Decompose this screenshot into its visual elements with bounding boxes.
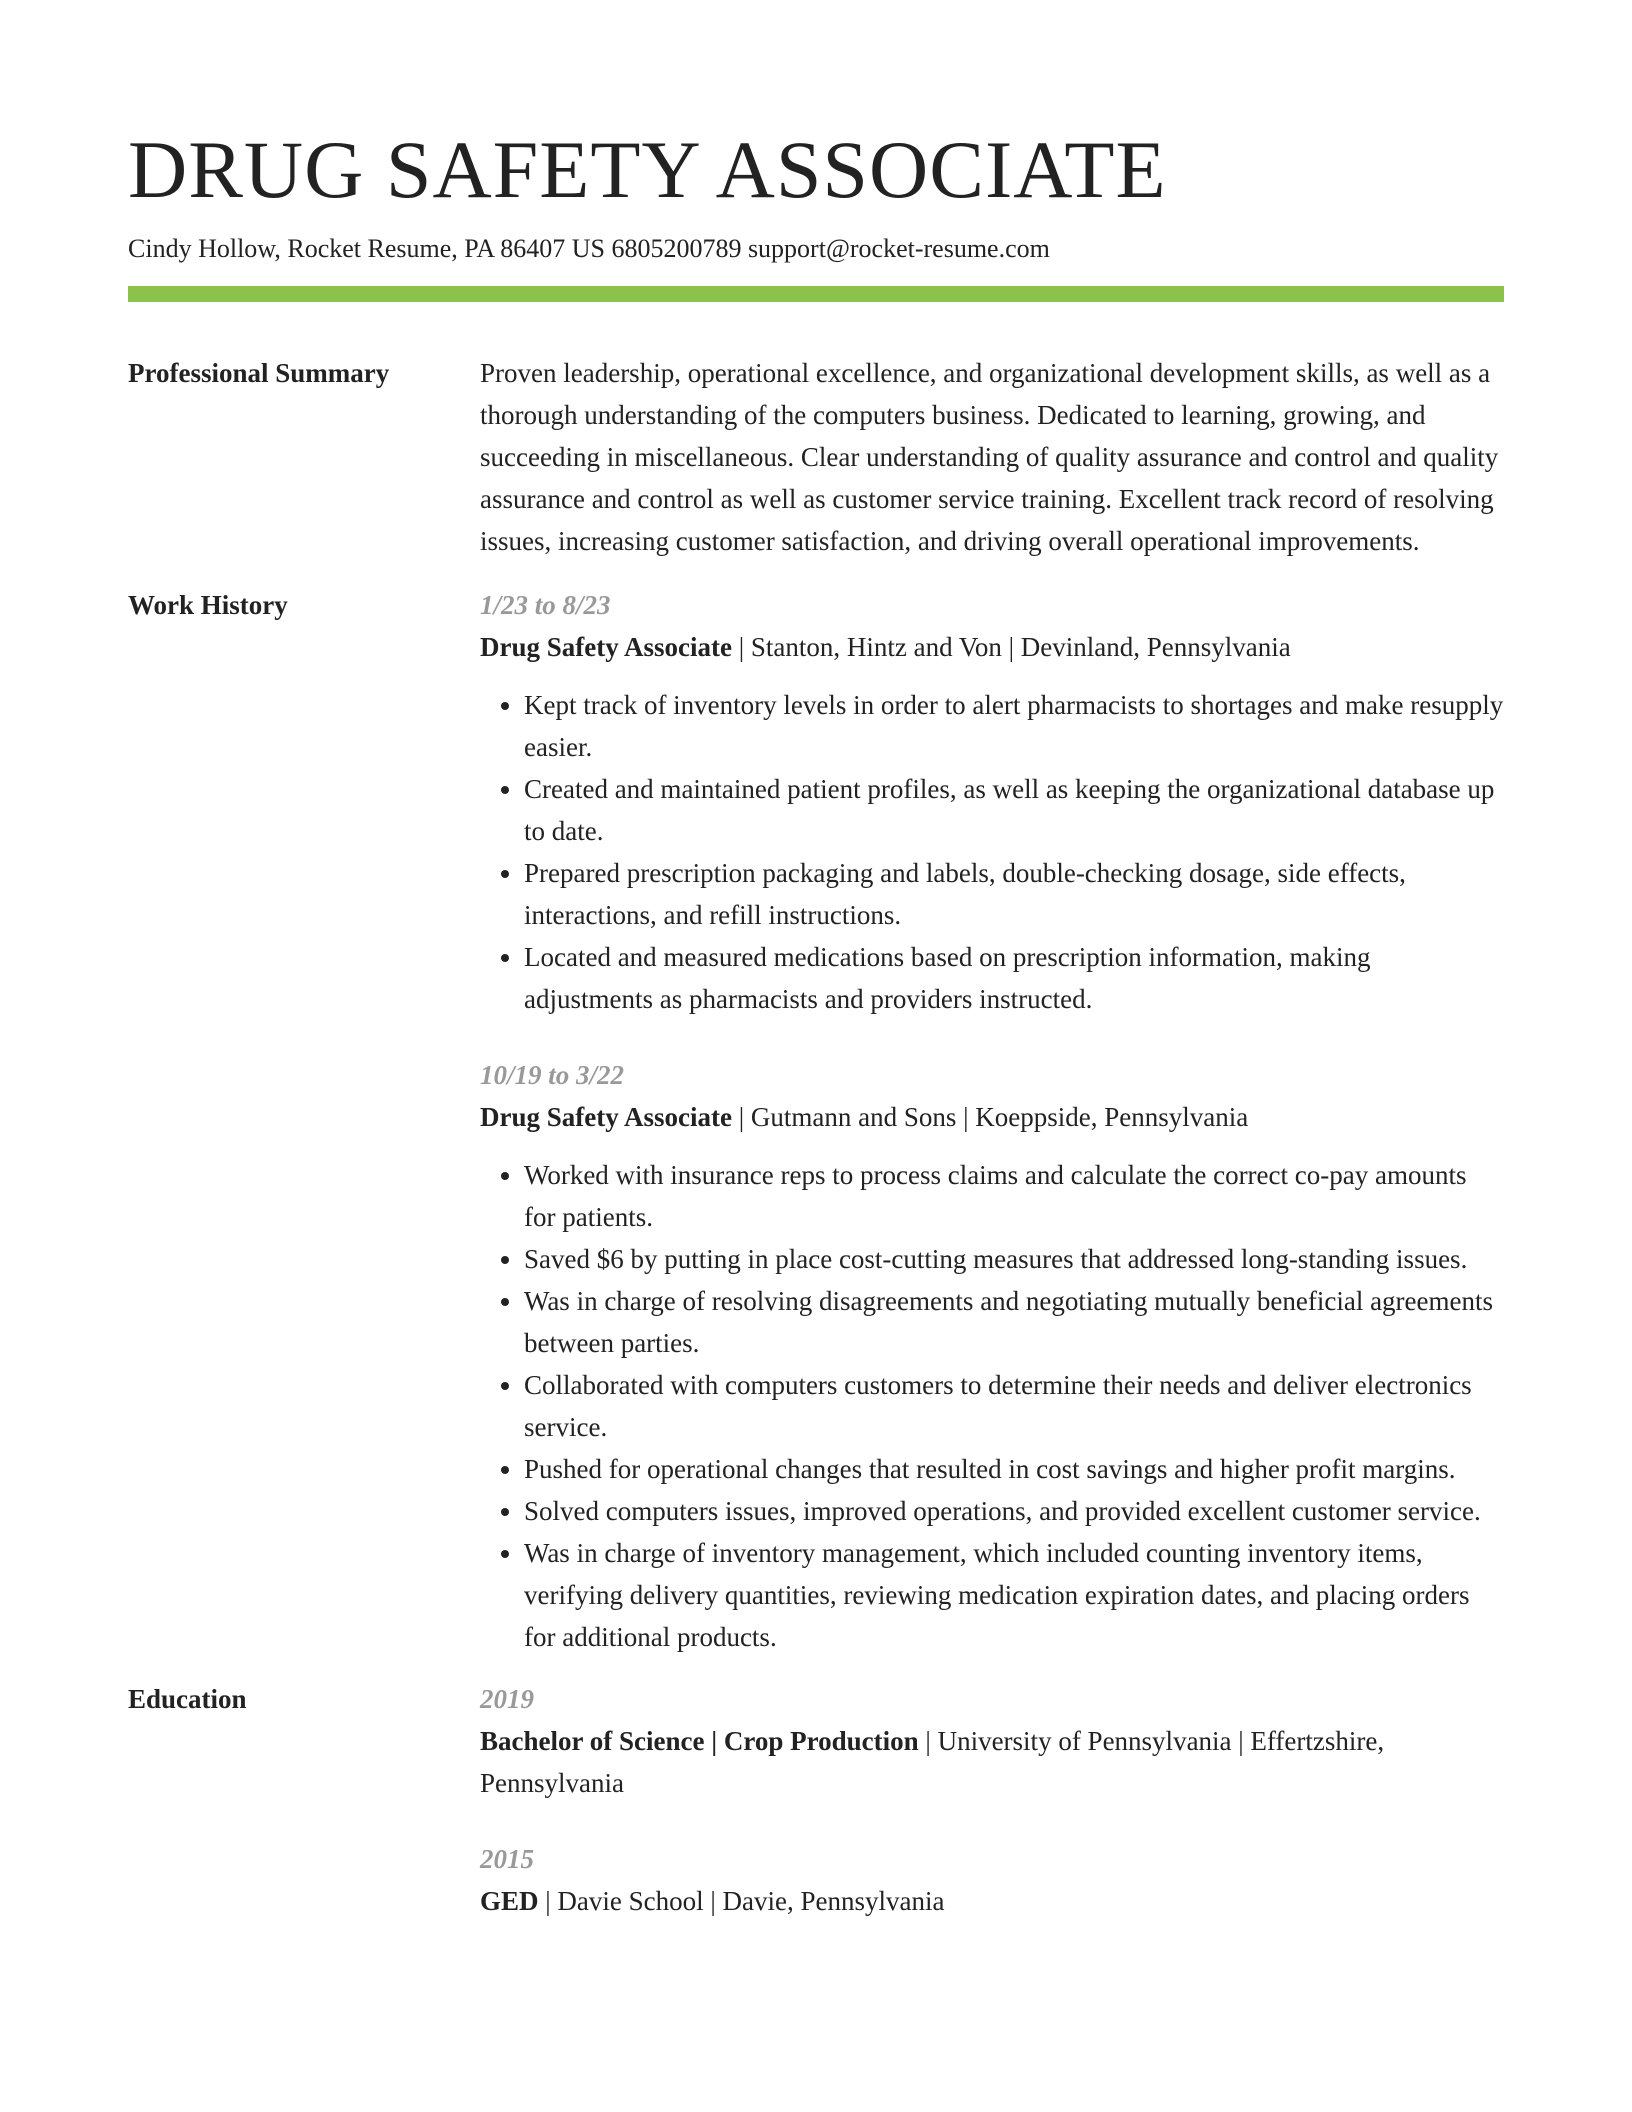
job-bullet: • Worked with insurance reps to process claims and calculate the correct co-pay amounts for patients. [524,1154,1504,1238]
job-details: | Stanton, Hintz and Von | Devinland, Pennsylvania [731,632,1291,662]
summary-section [128,352,1504,562]
education-heading: Education [128,1684,247,1714]
education-section [128,1678,1504,1922]
job-bullets [480,1154,1504,1658]
job-title: Drug Safety Associate [480,632,732,662]
job-bullet: • Created and maintained patient profiles, as well as keeping the organizational database up to date. [524,768,1504,852]
accent-divider [128,286,1504,302]
job-line [480,1096,1504,1138]
job-bullet: • Collaborated with computers customers to determine their needs and deliver electronics service. [524,1364,1504,1448]
job-dates: 10/19 to 3/22 [480,1060,625,1090]
job-line [480,626,1504,668]
job-bullets [480,684,1504,1020]
job-entry [480,1054,1504,1658]
contact-line: Cindy Hollow, Rocket Resume, PA 86407 US 6805200789 support@rocket-resume.com [128,234,1050,263]
education-details: | Davie School | Davie, Pennsylvania [538,1886,945,1916]
resume-name: DRUG SAFETY ASSOCIATE [128,124,1167,215]
job-bullet: • Kept track of inventory levels in order to alert pharmacists to shortages and make resupply easier. [524,684,1504,768]
job-dates: 1/23 to 8/23 [480,590,611,620]
job-details: | Gutmann and Sons | Koeppside, Pennsylvania [731,1102,1249,1132]
job-entry [480,584,1504,1020]
job-bullet: • Prepared prescription packaging and labels, double-checking dosage, side effects, interactions, and refill instructions. [524,852,1504,936]
resume-page [128,120,1504,1922]
degree-title: GED [480,1886,539,1916]
education-body [480,1678,1504,1922]
education-line [480,1880,1504,1922]
work-history-section [128,584,1504,1658]
education-line [480,1720,1504,1804]
job-bullet: • Was in charge of resolving disagreements and negotiating mutually beneficial agreements between parties. [524,1280,1504,1364]
education-year: 2019 [480,1684,534,1714]
job-bullet: • Saved $6 by putting in place cost-cutting measures that addressed long-standing issues. [524,1238,1504,1280]
work-history-body [480,584,1504,1658]
education-details: | University of Pennsylvania | Effertzshire, Pennsylvania [480,1726,1385,1798]
job-bullet: • Was in charge of inventory management, which included counting inventory items, verifying delivery quantities, reviewing medication expiration dates, and placing orders for additional products. [524,1532,1504,1658]
degree-title: Bachelor of Science | Crop Production [480,1726,919,1756]
education-entry [480,1678,1504,1804]
job-title: Drug Safety Associate [480,1102,732,1132]
summary-heading: Professional Summary [128,358,390,388]
education-year: 2015 [480,1844,534,1874]
job-bullet: • Located and measured medications based on prescription information, making adjustments as pharmacists and providers instructed. [524,936,1504,1020]
education-entry [480,1838,1504,1922]
summary-text: Proven leadership, operational excellence, and organizational development skills, as well as a thorough understanding of the computers business. Dedicated to learning, growing, and succeeding in miscellaneous. Clear understanding of quality assurance and control and quality assurance and control as well as customer service training. Excellent track record of resolving issues, increasing customer satisfaction, and driving overall operational improvements. [480,358,1499,556]
work-history-heading: Work History [128,590,288,620]
job-bullet: • Solved computers issues, improved operations, and provided excellent customer service. [524,1490,1504,1532]
job-bullet: • Pushed for operational changes that resulted in cost savings and higher profit margins. [524,1448,1504,1490]
